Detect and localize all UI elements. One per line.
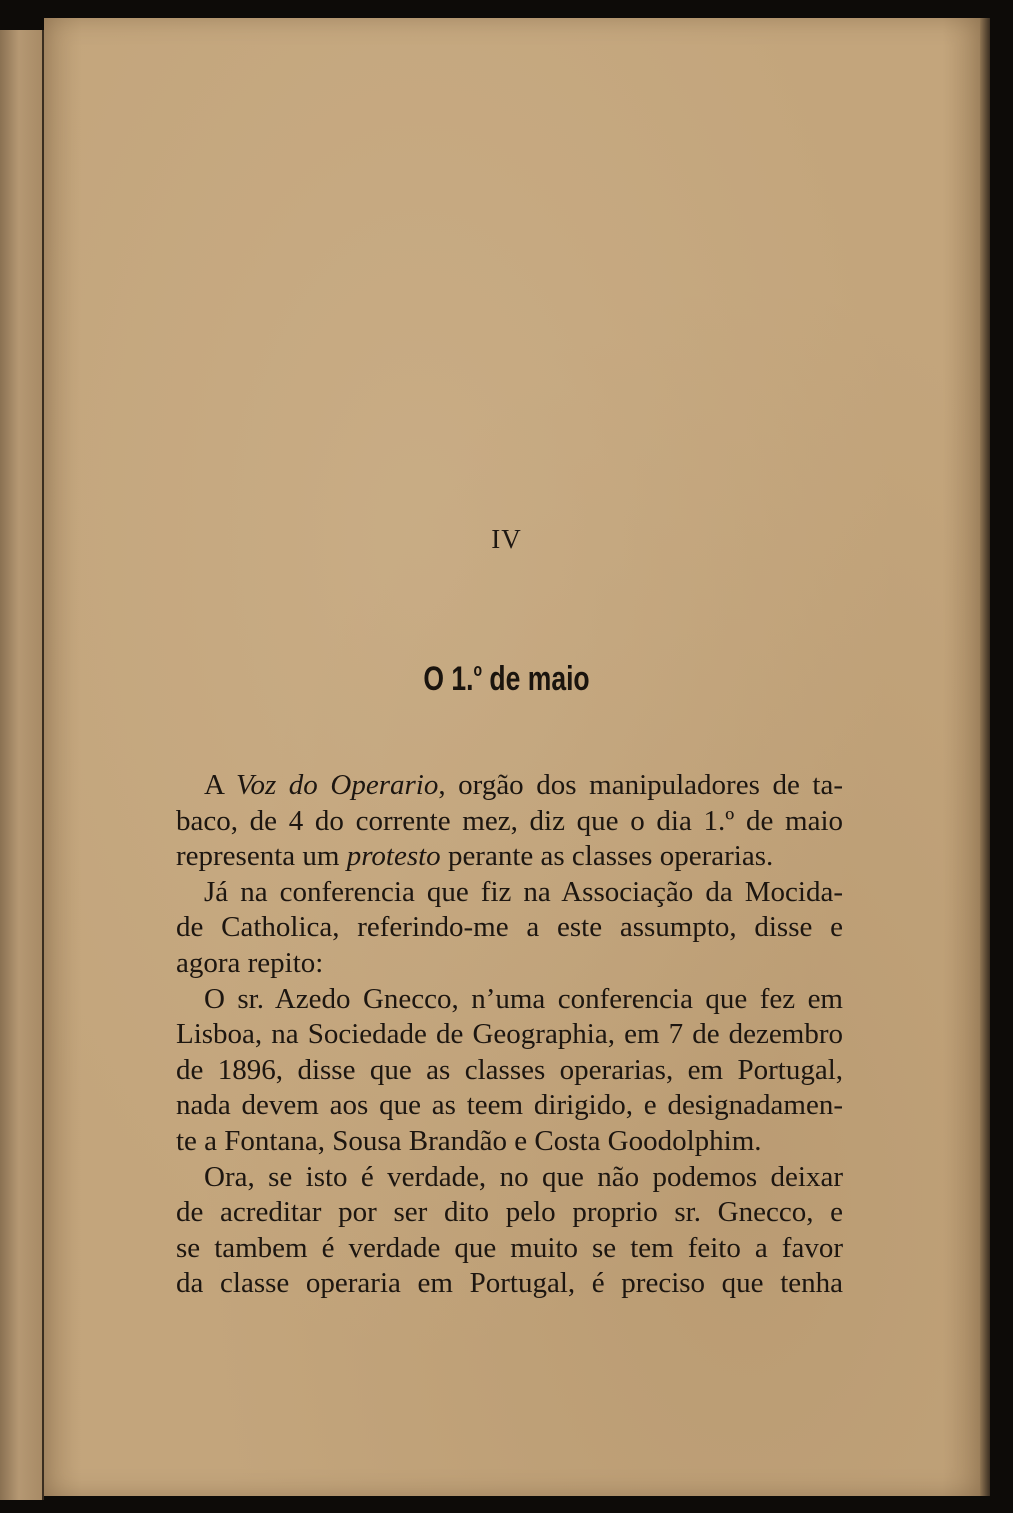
text-line <box>176 768 843 804</box>
chapter-title <box>111 660 901 699</box>
publication-name: Voz do Operario <box>235 769 439 801</box>
text-line: de 1896, disse que as classes operarias, em Portugal, <box>176 1053 843 1086</box>
left-page-edge <box>0 30 44 1500</box>
text-line: de acreditar por ser dito pelo proprio sr. Gnecco, e <box>176 1196 843 1229</box>
title-ordinal-mark: o <box>473 660 483 680</box>
text-line: te a Fontana, Sousa Brandão e Costa Goodolphim. <box>176 1124 762 1157</box>
text-line: da classe operaria em Portugal, é preciso que tenha <box>176 1267 843 1300</box>
text-run: perante as classes operarias. <box>440 840 774 873</box>
text-line: Lisboa, na Sociedade de Geographia, em 7 de dezembro <box>176 1018 843 1051</box>
chapter-number: IV <box>491 524 522 554</box>
text-line: agora repito: <box>176 946 324 979</box>
text-line: Ora, se isto é verdade, no que não podemos deixar <box>204 1160 843 1193</box>
text-line <box>176 839 843 875</box>
body-text <box>176 768 843 1302</box>
text-run: , orgão dos manipuladores de ta- <box>438 769 844 801</box>
text-line: Já na conferencia que fiz na Associação da Mocida- <box>204 875 843 908</box>
text-line: O sr. Azedo Gnecco, n’uma conferencia que fez em <box>204 982 843 1015</box>
text-line: de Catholica, referindo-me a este assumpto, disse e <box>176 911 843 944</box>
text-run: A <box>204 769 236 801</box>
title-prefix: O 1. <box>423 660 474 698</box>
text-run: representa um <box>176 840 347 873</box>
text-line: baco, de 4 do corrente mez, diz que o dia 1.º de maio <box>176 804 843 837</box>
title-suffix: de maio <box>482 660 590 698</box>
text-line: nada devem aos que as teem dirigido, e designadamen- <box>176 1089 843 1122</box>
text-line: se tambem é verdade que muito se tem feito a favor <box>176 1231 843 1264</box>
emphasis-word: protesto <box>346 840 441 873</box>
right-page-edge <box>980 18 990 1496</box>
